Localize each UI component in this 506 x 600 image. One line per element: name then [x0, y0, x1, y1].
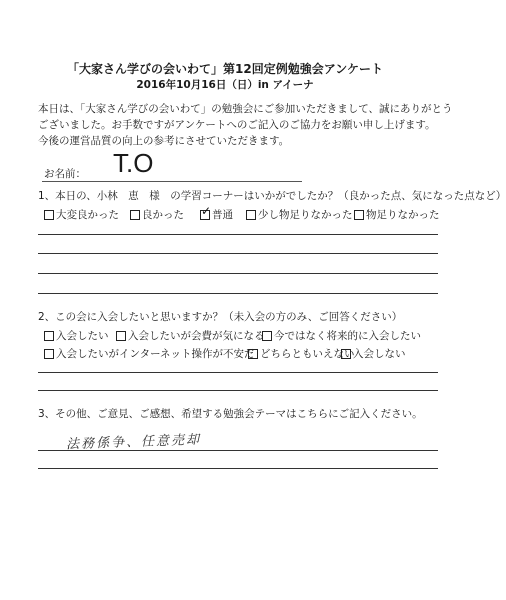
- answer-line: [38, 293, 438, 294]
- q2-option-no-join[interactable]: 入会しない: [341, 346, 406, 361]
- intro-line-1: 本日は、「大家さん学びの会いわて」の勉強会にご参加いただきまして、誠にありがとう: [38, 103, 453, 115]
- checkbox[interactable]: [44, 349, 54, 359]
- checkbox[interactable]: [44, 210, 54, 220]
- checkbox-checked[interactable]: [200, 210, 210, 220]
- answer-line: [38, 273, 438, 274]
- name-underline: [42, 181, 302, 182]
- handwritten-answer[interactable]: 法務係争、任意売却: [65, 432, 202, 453]
- q1-option-lacking[interactable]: 物足りなかった: [354, 207, 440, 222]
- checkbox[interactable]: [44, 331, 54, 341]
- question-3: 3、その他、ご意見、ご感想、希望する勉強会テーマはこちらにご記入ください。: [38, 408, 423, 420]
- name-value[interactable]: T.O: [113, 148, 154, 178]
- survey-date: 2016年10月16日（日）in アイーナ: [136, 79, 314, 91]
- checkbox[interactable]: [262, 331, 272, 341]
- answer-line: [38, 390, 438, 391]
- checkbox[interactable]: [116, 331, 126, 341]
- answer-line: [38, 372, 438, 373]
- question-2: 2、この会に入会したいと思いますか？（未入会の方のみ、ご回答ください）: [38, 311, 403, 323]
- intro-line-2: ございました。お手数ですがアンケートへのご記入のご協力をお願い申し上げます。: [38, 119, 436, 131]
- q2-option-join[interactable]: 入会したい: [44, 328, 109, 343]
- checkbox[interactable]: [130, 210, 140, 220]
- answer-line: [38, 468, 438, 469]
- q2-option-undecided[interactable]: どちらともいえない: [248, 346, 355, 361]
- name-label: お名前：: [44, 168, 86, 180]
- survey-title: 「大家さん学びの会いわて」第12回定例勉強会アンケート: [67, 62, 383, 76]
- q2-option-future[interactable]: 今ではなく将来的に入会したい: [262, 328, 421, 343]
- answer-line: [38, 253, 438, 254]
- q2-option-fee-concern[interactable]: 入会したいが会費が気になる: [116, 328, 265, 343]
- answer-line: [38, 234, 438, 235]
- q1-option-average[interactable]: ✓ 普通: [200, 207, 233, 222]
- q1-option-slightly-lacking[interactable]: 少し物足りなかった: [246, 207, 353, 222]
- q1-option-good[interactable]: 良かった: [130, 207, 184, 222]
- q2-option-internet-concern[interactable]: 入会したいがインターネット操作が不安だ: [44, 346, 255, 361]
- checkbox[interactable]: [246, 210, 256, 220]
- checkbox[interactable]: [354, 210, 364, 220]
- question-1: 1、本日の、小林 恵 様 の学習コーナーはいかがでしたか？（良かった点、気になった点など）: [38, 190, 506, 202]
- answer-line: [38, 450, 438, 451]
- q1-option-very-good[interactable]: 大変良かった: [44, 207, 119, 222]
- checkbox[interactable]: [248, 349, 258, 359]
- checkbox[interactable]: [341, 349, 351, 359]
- intro-line-3: 今後の運営品質の向上の参考にさせていただきます。: [38, 135, 290, 147]
